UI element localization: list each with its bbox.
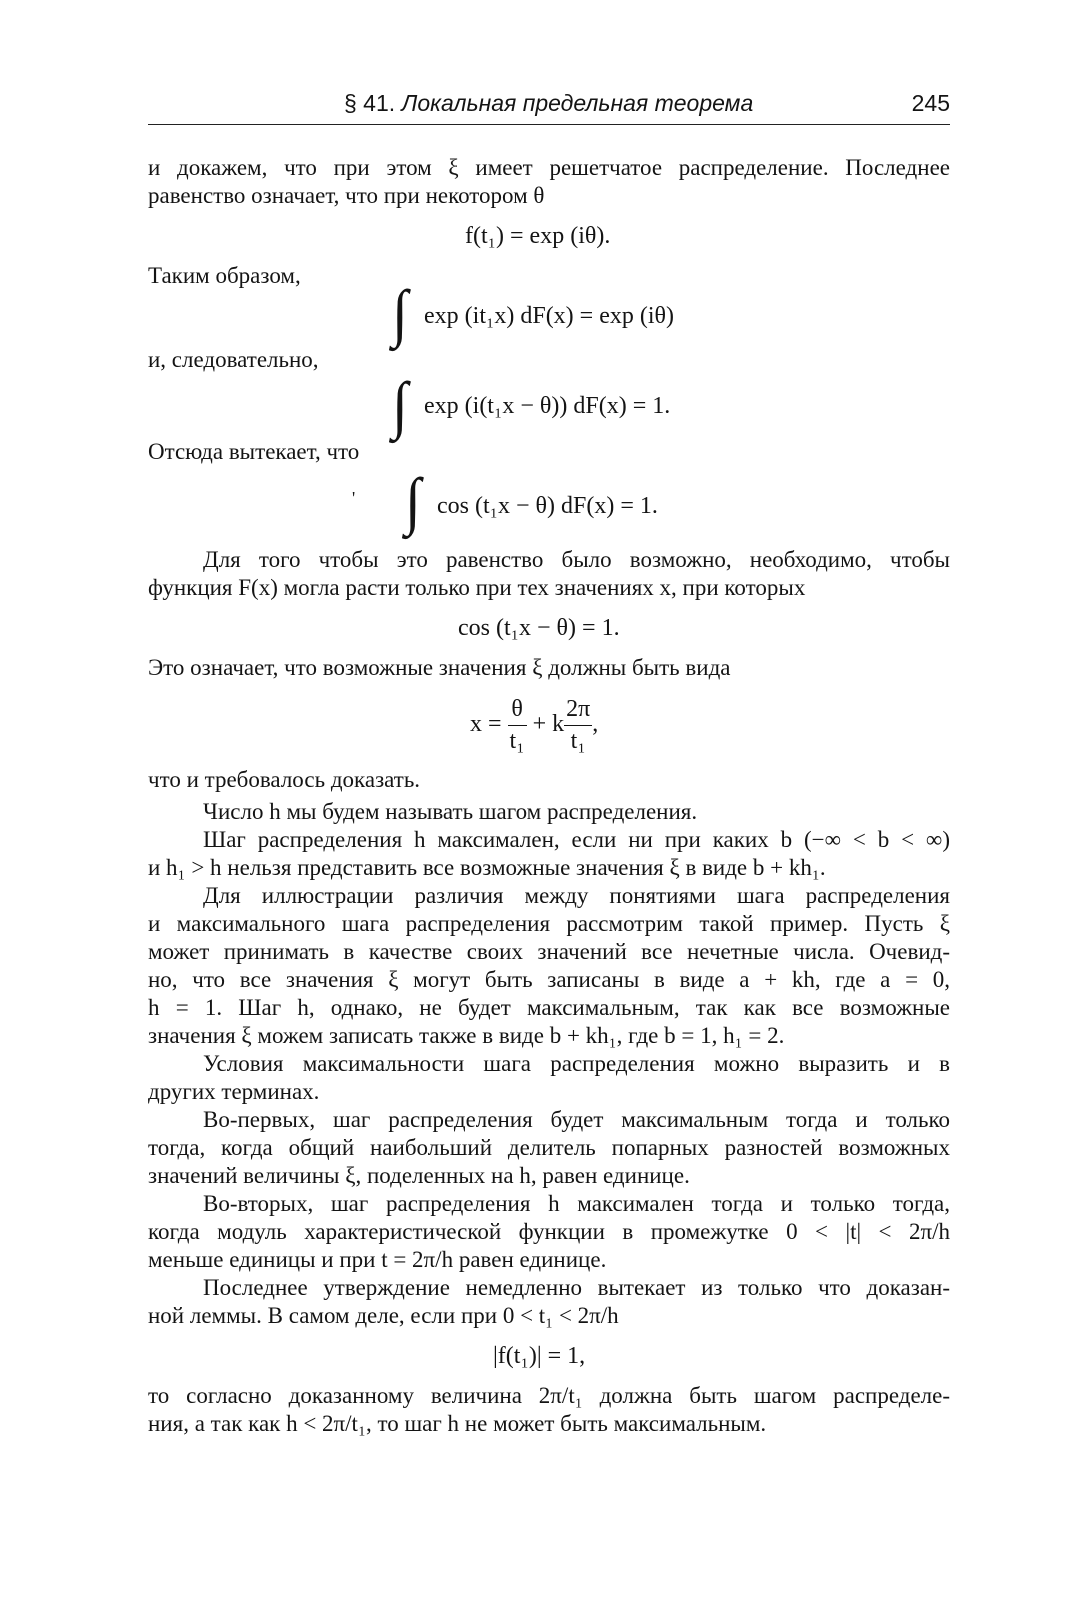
eq-lhs: x =: [470, 711, 502, 738]
text-line: значений величины ξ, поделенных на h, равен единице.: [148, 1163, 690, 1188]
fraction-denominator: t₁: [509, 728, 525, 755]
equation-lattice-values: [470, 694, 598, 757]
text-line: ной леммы. В самом деле, если при 0 < t₁ < 2π/h: [148, 1303, 619, 1328]
text-line: Число h мы будем называть шагом распределения.: [203, 799, 698, 824]
text-line: Шаг распределения h максимален, если ни при каких b (−∞ < b < ∞): [203, 827, 950, 852]
fraction-2pi-t1: [564, 694, 592, 757]
running-title: [344, 90, 753, 117]
stray-mark: ': [352, 488, 356, 508]
text-line: Отсюда вытекает, что: [148, 439, 360, 464]
text-line: что и требовалось доказать.: [148, 767, 421, 792]
text-line: то согласно доказанному величина 2π/t₁ должна быть шагом распределе-: [148, 1383, 950, 1408]
fraction-theta-t1: [508, 694, 527, 757]
text-line: Последнее утверждение немедленно вытекает из только что доказан-: [203, 1275, 950, 1300]
text-line: и докажем, что при этом ξ имеет решетчатое распределение. Последнее: [148, 155, 950, 180]
text-line: других терминах.: [148, 1079, 320, 1104]
fraction-numerator: θ: [508, 694, 527, 726]
text-line: Для того чтобы это равенство было возможно, необходимо, чтобы: [203, 547, 950, 572]
equation-abs-f: |f(t₁)| = 1,: [493, 1343, 586, 1369]
text-line: тогда, когда общий наибольший делитель попарных разностей возможных: [148, 1135, 950, 1160]
text-line: Для иллюстрации различия между понятиями шага распределения: [203, 883, 950, 908]
fraction-denominator: t₁: [570, 728, 586, 755]
text-line: функция F(x) могла расти только при тех значениях x, при которых: [148, 575, 806, 600]
section-title: Локальная предельная теорема: [401, 90, 754, 116]
integral-sign: ∫: [392, 368, 408, 441]
running-header: [148, 84, 950, 125]
equation-cos: cos (t₁x − θ) = 1.: [458, 615, 620, 641]
text-line: Во-вторых, шаг распределения h максимален тогда и только тогда,: [203, 1191, 950, 1216]
text-line: значения ξ можем записать также в виде b + kh₁, где b = 1, h₁ = 2.: [148, 1023, 785, 1048]
fraction-numerator: 2π: [564, 694, 592, 726]
text-line: и максимального шага распределения рассмотрим такой пример. Пусть ξ: [148, 911, 950, 936]
equation-exp-integral: exp (it₁x) dF(x) = exp (iθ): [424, 303, 675, 329]
text-line: когда модуль характеристической функции в промежутке 0 < |t| < 2π/h: [148, 1219, 950, 1244]
section-number: § 41.: [344, 90, 396, 116]
page-number: 245: [911, 90, 950, 116]
eq-plus-k: + k: [532, 711, 565, 738]
integral-sign: ∫: [392, 276, 408, 349]
eq-comma: ,: [592, 711, 599, 738]
text-line: меньше единицы и при t = 2π/h равен единице.: [148, 1247, 607, 1272]
integral-sign: ∫: [405, 464, 421, 537]
text-line: равенство означает, что при некотором θ: [148, 183, 545, 208]
text-line: может принимать в качестве своих значений все нечетные числа. Очевид-: [148, 939, 950, 964]
text-line: Таким образом,: [148, 263, 301, 288]
text-line: Во-первых, шаг распределения будет максимальным тогда и только: [203, 1107, 950, 1132]
text-line: h = 1. Шаг h, однако, не будет максимальным, так как все возможные: [148, 995, 950, 1020]
text-line: и, следовательно,: [148, 347, 319, 372]
equation-f-t1: f(t₁) = exp (iθ).: [465, 223, 611, 249]
text-line: Условия максимальности шага распределения можно выразить и в: [203, 1051, 950, 1076]
equation-cos-integral: cos (t₁x − θ) dF(x) = 1.: [437, 493, 658, 519]
text-line: Это означает, что возможные значения ξ должны быть вида: [148, 655, 731, 680]
text-line: ния, а так как h < 2π/t₁, то шаг h не может быть максимальным.: [148, 1411, 767, 1436]
text-line: но, что все значения ξ могут быть записаны в виде a + kh, где a = 0,: [148, 967, 950, 992]
text-line: и h₁ > h нельзя представить все возможные значения ξ в виде b + kh₁.: [148, 855, 826, 880]
equation-exp-integral-2: exp (i(t₁x − θ)) dF(x) = 1.: [424, 393, 671, 419]
